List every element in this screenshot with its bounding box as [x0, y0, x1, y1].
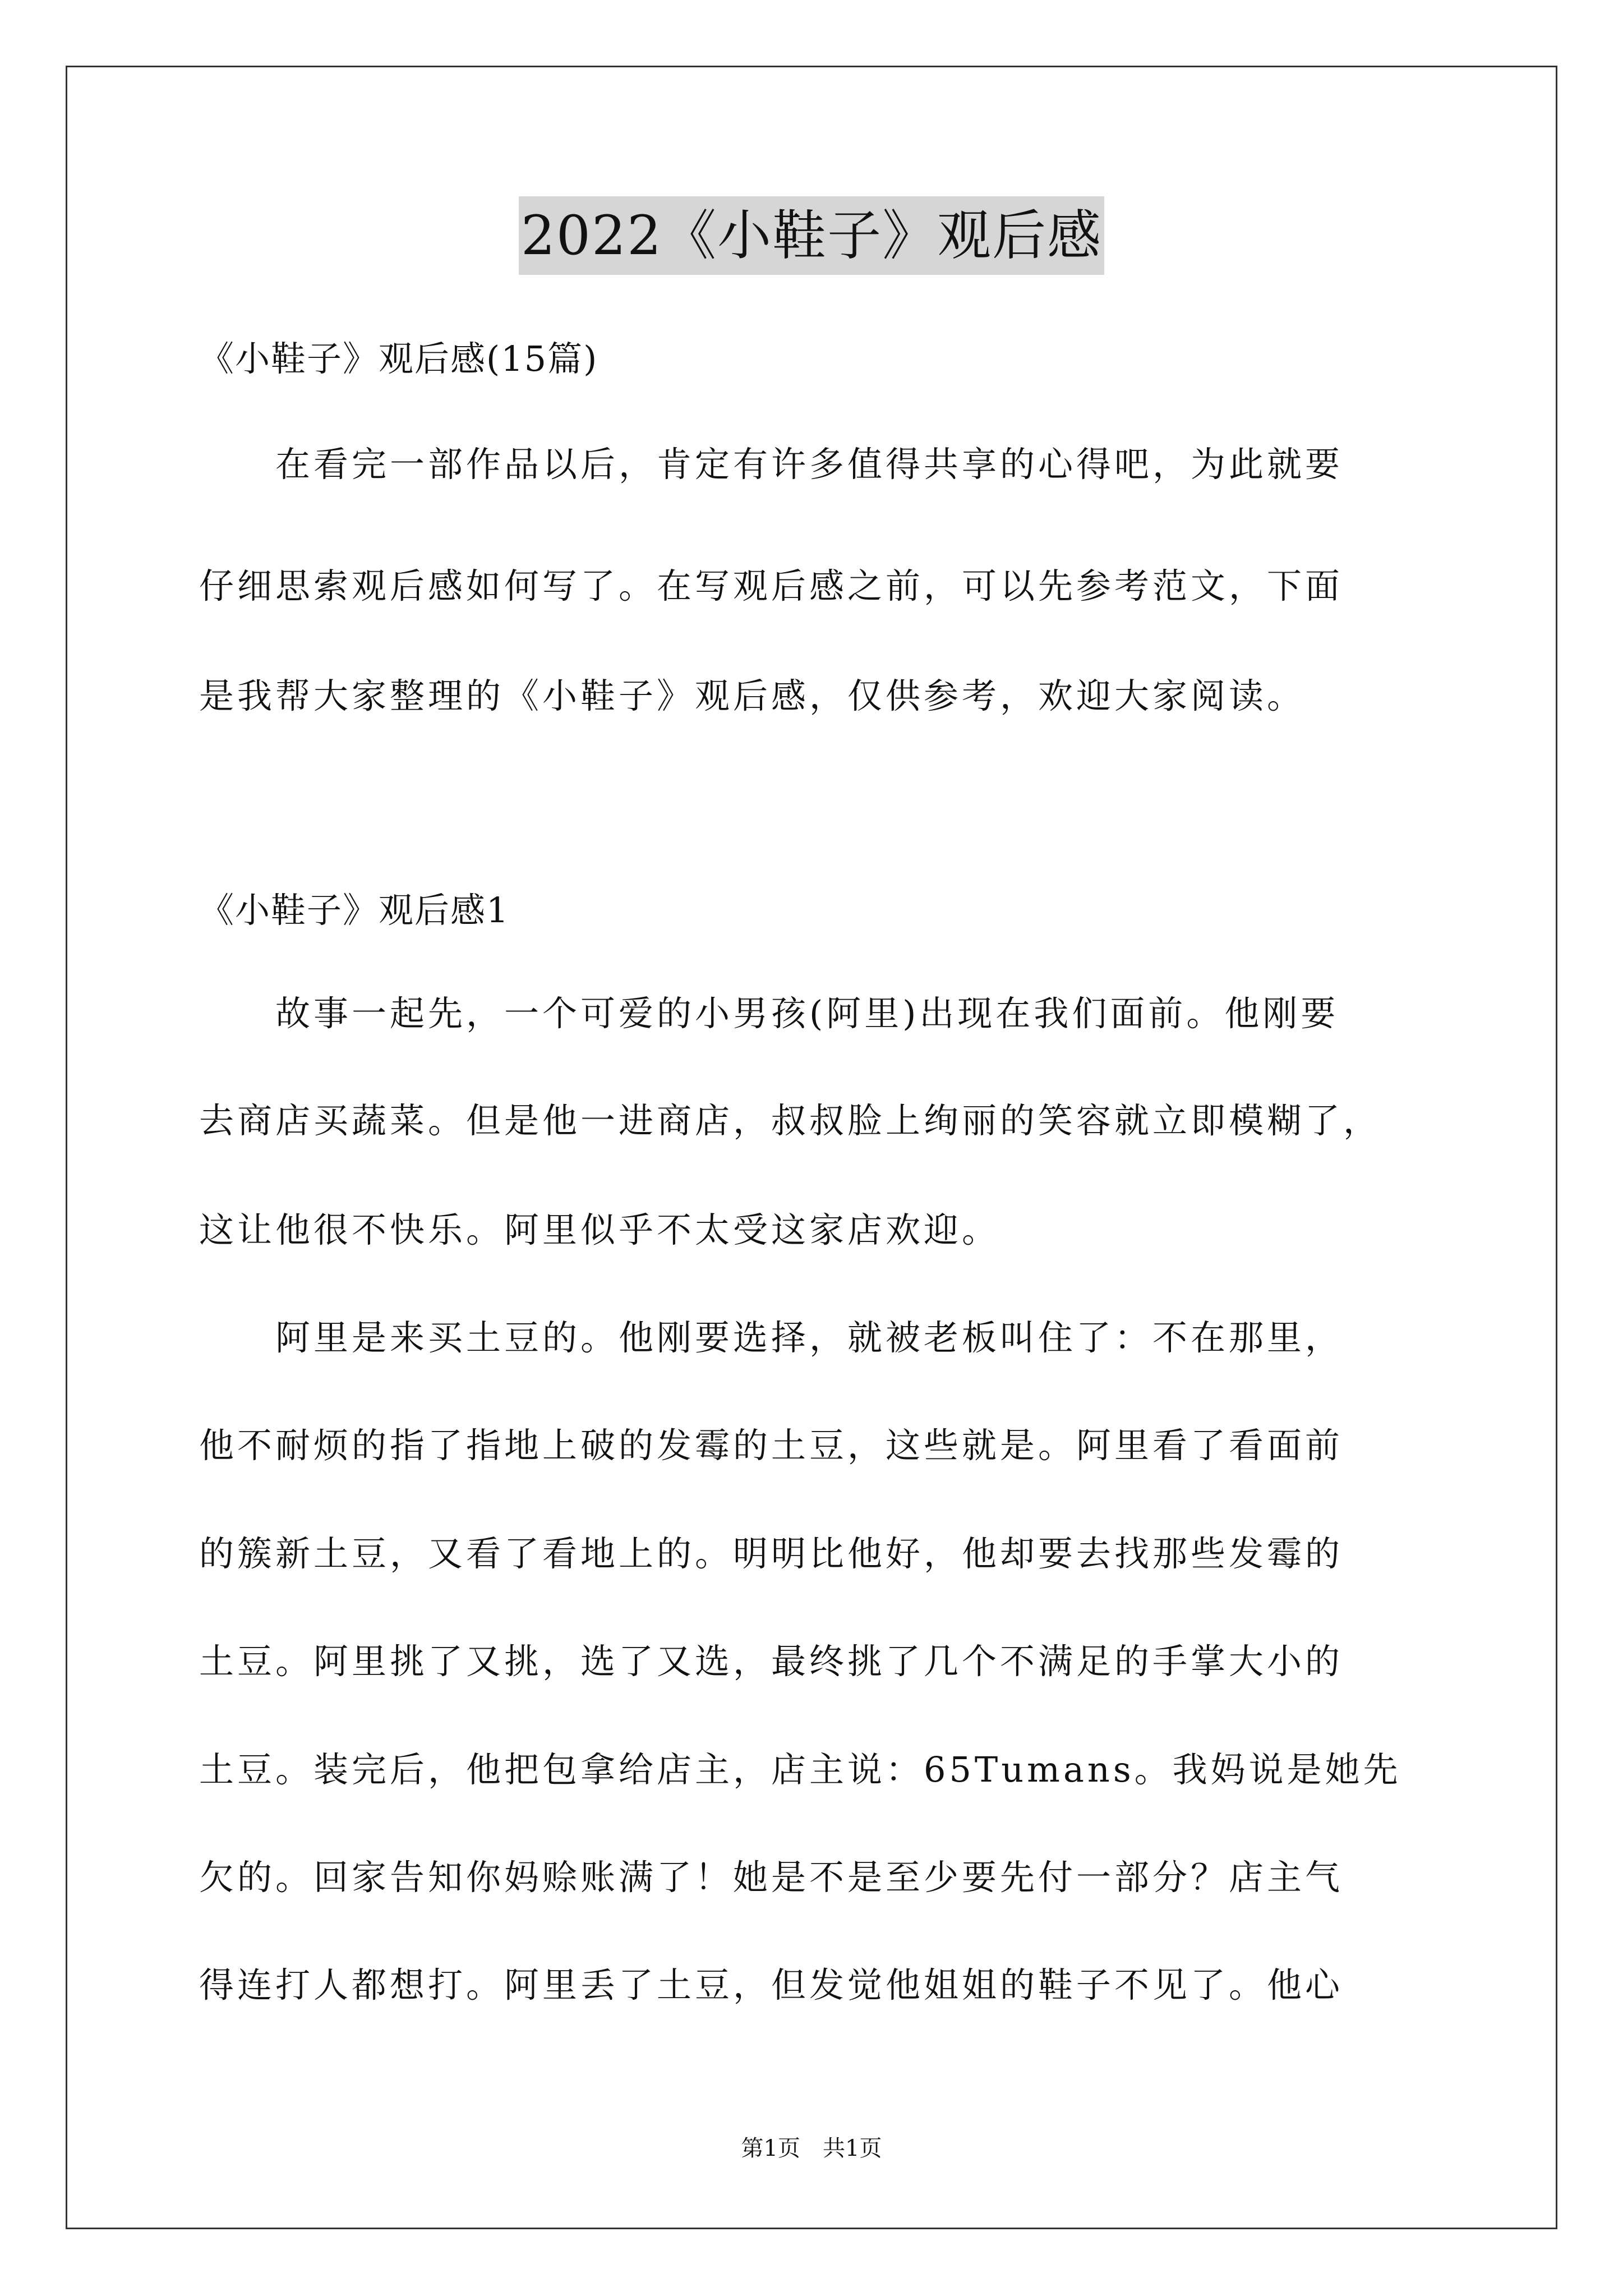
section-heading: 《小鞋子》观后感1 [199, 890, 510, 931]
document-title: 2022《小鞋子》观后感 [519, 196, 1104, 275]
body-line: 的簇新土豆，又看了看地上的。明明比他好，他却要去找那些发霉的 [199, 1533, 1344, 1574]
page-footer [0, 2132, 1623, 2165]
title-block [0, 196, 1623, 275]
page-number: 第1页 [741, 2136, 800, 2161]
body-line: 去商店买蔬菜。但是他一进商店，叔叔脸上绚丽的笑容就立即模糊了， [199, 1100, 1382, 1141]
body-line: 欠的。回家告知你妈赊账满了！她是不是至少要先付一部分？店主气 [199, 1857, 1344, 1898]
body-line: 阿里是来买土豆的。他刚要选择，就被老板叫住了：不在那里， [199, 1317, 1344, 1358]
intro-line: 在看完一部作品以后，肯定有许多值得共享的心得吧，为此就要 [199, 444, 1344, 485]
intro-line: 仔细思索观后感如何写了。在写观后感之前，可以先参考范文，下面 [199, 565, 1344, 606]
page-total: 共1页 [823, 2136, 882, 2161]
body-line: 土豆。装完后，他把包拿给店主，店主说：65Tumans。我妈说是她先 [199, 1749, 1401, 1790]
body-line: 这让他很不快乐。阿里似乎不太受这家店欢迎。 [199, 1209, 1000, 1250]
intro-line: 是我帮大家整理的《小鞋子》观后感，仅供参考，欢迎大家阅读。 [199, 675, 1306, 716]
body-line: 他不耐烦的指了指地上破的发霉的土豆，这些就是。阿里看了看面前 [199, 1425, 1344, 1466]
document-subtitle: 《小鞋子》观后感(15篇) [199, 338, 598, 379]
body-line: 土豆。阿里挑了又挑，选了又选，最终挑了几个不满足的手掌大小的 [199, 1641, 1344, 1682]
body-line: 故事一起先，一个可爱的小男孩(阿里)出现在我们面前。他刚要 [199, 993, 1339, 1034]
page-border [66, 66, 1557, 2229]
body-line: 得连打人都想打。阿里丢了土豆，但发觉他姐姐的鞋子不见了。他心 [199, 1964, 1344, 2005]
